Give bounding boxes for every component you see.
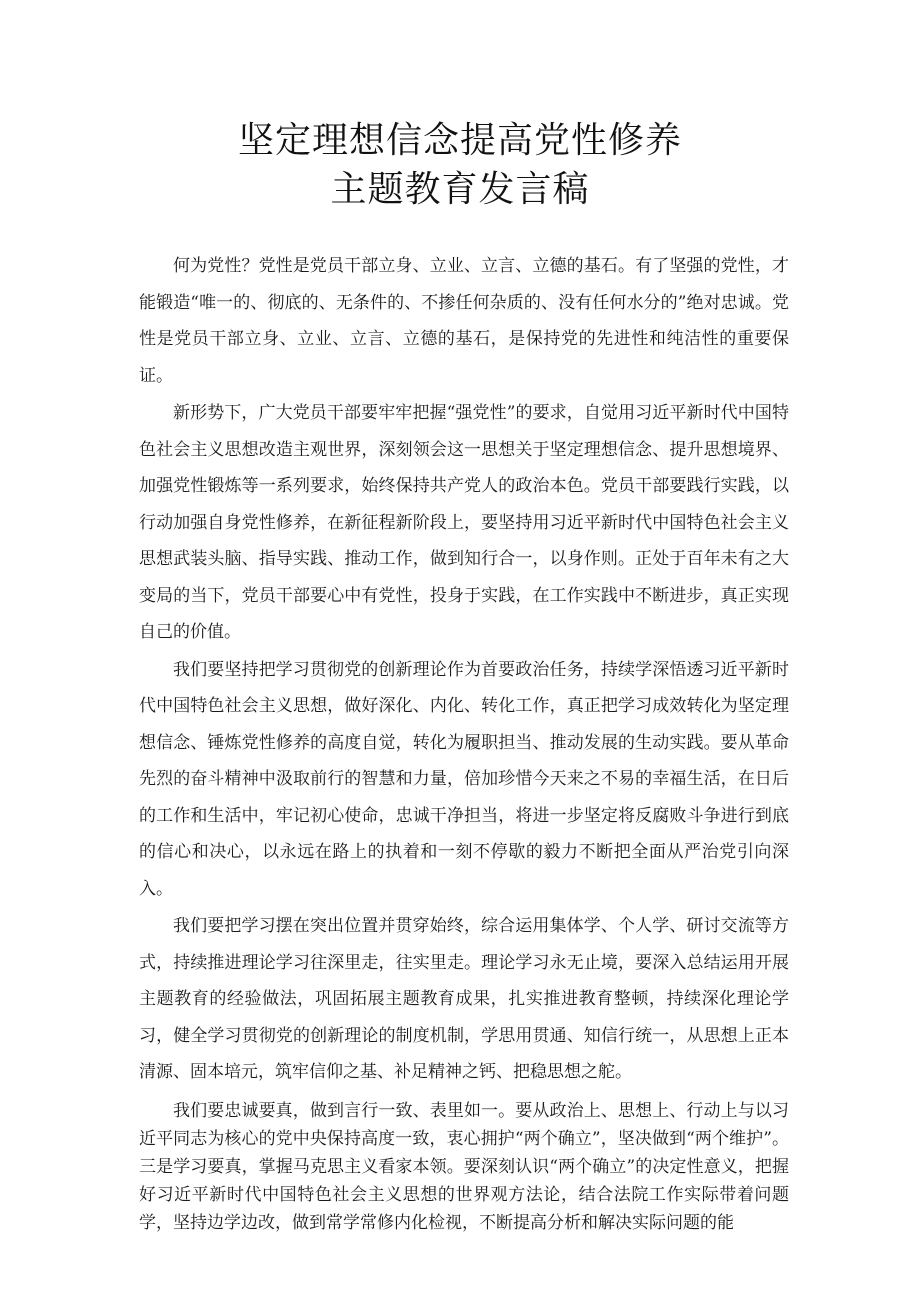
- paragraph-1: 何为党性？党性是党员干部立身、立业、立言、立德的基石。有了坚强的党性，才能锻造“唯一的、彻底的、无条件的、不掺任何杂质的、没有任何水分的”绝对忠诚。党性是党员干部立身、立业、立言、立德的基石，是保持党的先进性和纯洁性的重要保证。: [139, 256, 789, 386]
- paragraph-5: 我们要忠诚要真，做到言行一致、表里如一。要从政治上、思想上、行动上与以习近平同志为核心的党中央保持高度一致，衷心拥护“两个确立”，坚决做到“两个维护”。三是学习要真，掌握马克思主义看家本领。要深刻认识“两个确立”的决定性意义，把握好习近平新时代中国特色社会主义思想的世界观方法论，结合法院工作实际带着问题学，坚持边学边改，做到常学常修内化检视，不断提高分析和解决实际问题的能: [139, 1100, 789, 1233]
- title-line-1: 坚定理想信念提高党性修养: [237, 120, 682, 161]
- paragraph-3: 我们要坚持把学习贯彻党的创新理论作为首要政治任务，持续学深悟透习近平新时代中国特色社会主义思想，做好深化、内化、转化工作，真正把学习成效转化为坚定理想信念、锤炼党性修养的高度自觉，转化为履职担当、推动发展的生动实践。要从革命先烈的奋斗精神中汲取前行的智慧和力量，倍加珍惜今天来之不易的幸福生活，在日后的工作和生活中，牢记初心使命，忠诚干净担当，将进一步坚定将反腐败斗争进行到底的信心和决心，以永远在路上的执着和一刻不停歇的毅力不断把全面从严治党引向深入。: [139, 659, 789, 899]
- paragraph-2: 新形势下，广大党员干部要牢牢把握“强党性”的要求，自觉用习近平新时代中国特色社会主义思想改造主观世界，深刻领会这一思想关于坚定理想信念、提升思想境界、加强党性锻炼等一系列要求，始终保持共产党人的政治本色。党员干部要践行实践，以行动加强自身党性修养，在新征程新阶段上，要坚持用习近平新时代中国特色社会主义思想武装头脑、指导实践、推动工作，做到知行合一，以身作则。正处于百年未有之大变局的当下，党员干部要心中有党性，投身于实践，在工作实践中不断进步，真正实现自己的价值。: [139, 403, 789, 642]
- paragraph-4: 我们要把学习摆在突出位置并贯穿始终，综合运用集体学、个人学、研讨交流等方式，持续推进理论学习往深里走，往实里走。理论学习永无止境，要深入总结运用开展主题教育的经验做法，巩固拓展主题教育成果，扎实推进教育整顿，持续深化理论学习，健全学习贯彻党的创新理论的制度机制，学思用贯通、知信行统一，从思想上正本清源、固本培元，筑牢信仰之基、补足精神之钙、把稳思想之舵。: [139, 916, 789, 1082]
- document-body: [139, 248, 789, 1237]
- title-line-2: 主题教育发言稿: [330, 169, 590, 210]
